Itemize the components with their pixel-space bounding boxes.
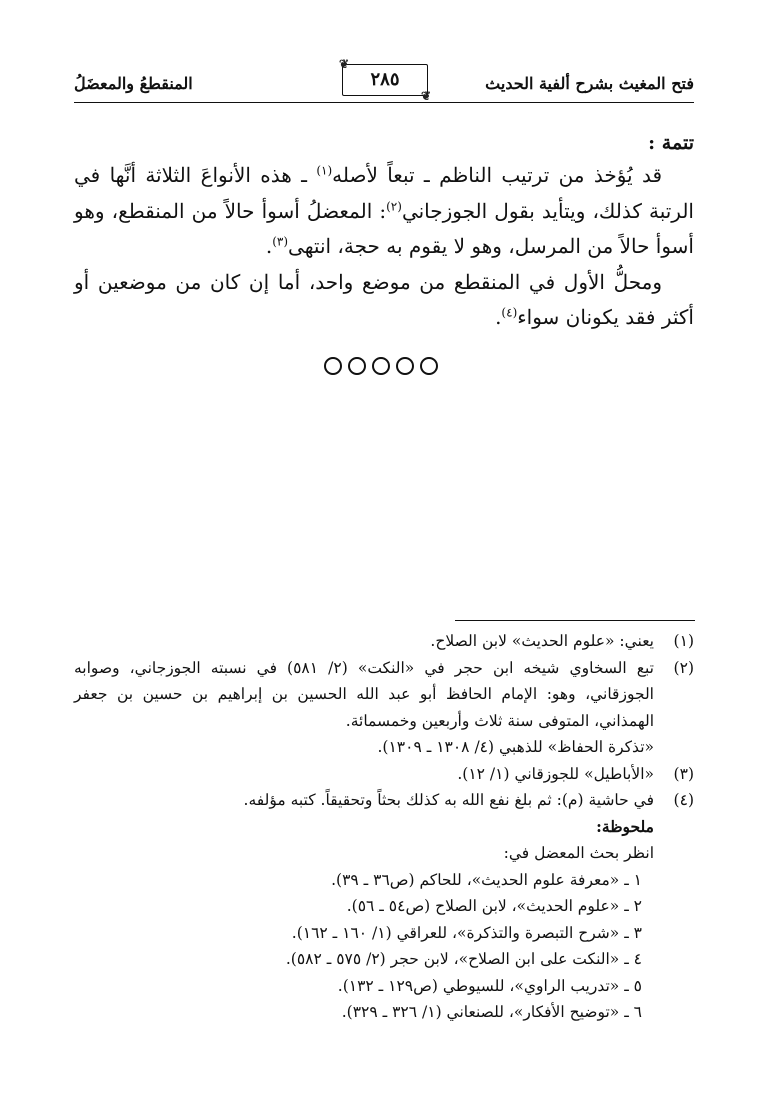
footnote-3 [74,761,694,788]
reference-item: ١ ـ «معرفة علوم الحديث»، للحاكم (ص٣٦ ـ ٣٩). [331,870,642,889]
footnote-number: (١) [673,632,694,650]
reference-item: ٤ ـ «النكت على ابن الصلاح»، لابن حجر (٢/ ٥٧٥ ـ ٥٨٢). [285,950,642,968]
paragraph-1 [74,158,694,265]
section-title: تتمة : [648,132,694,154]
footnote-1 [74,628,694,655]
footnote-text: «الأباطيل» للجوزقاني (١/ ١٢). [457,764,654,783]
footnote-ref-1: (١) [316,163,333,178]
footnote-4 [74,787,694,814]
footnote-text: في حاشية (م): ثم بلغ نفع الله به كذلك بحثاً وتحقيقاً. كتبه مؤلفه. [243,791,654,809]
circle-icon [420,357,438,375]
ornament-icon: ❦ [420,89,432,103]
ornament-icon: ❦ [338,57,350,71]
footnote-number: (٣) [673,764,694,783]
footnote-text: تبع السخاوي شيخه ابن حجر في «النكت» (٢/ ٥٨١) في نسبته الجوزجاني، وصوابه الجوزقاني، وهو: الإمام الحافظ أبو عبد الله الحسين بن إبراهيم بن حسين بن جعفر الهمذاني، المتوفى سنة ثلاث وأربعين وخمسمائة. [74,658,654,730]
reference-list [74,840,694,1026]
footnote-2-source: «تذكرة الحفاظ» للذهبي (٤/ ١٣٠٨ ـ ١٣٠٩). [377,738,654,756]
reference-item: ٢ ـ «علوم الحديث»، لابن الصلاح (ص٥٤ ـ ٥٦). [346,897,642,915]
running-header [74,57,694,103]
p2-text-a: ومحلُّ الأول في المنقطع من موضع واحد، أما إن كان من موضعين أو أكثر فقد يكونان سواء [74,269,694,329]
p1-text-a: قد يُؤخذ من ترتيب الناظم ـ تبعاً لأصله [332,163,663,187]
p1-text-b: ـ هذه الأنواعَ الثلاثة أنَّها في الرتبة كذلك، ويتأيد بقول الجوزجاني [74,163,694,223]
footnote-ref-3: (٣) [272,234,289,249]
circle-icon [324,357,342,375]
footnote-ref-2: (٢) [386,198,402,213]
main-text [74,128,694,336]
book-title: فتح المغيث بشرح ألفية الحديث [485,74,694,93]
footnotes [74,628,694,1026]
circle-icon [396,357,414,375]
page-number: ٢٨٥ [370,69,400,90]
footnote-2 [74,655,694,735]
circle-icon [372,357,390,375]
reference-item: ٣ ـ «شرح التبصرة والتذكرة»، للعراقي (١/ ١٦٠ ـ ١٦٢). [291,923,642,942]
reference-intro: انظر بحث المعضل في: [503,844,654,862]
footnote-number: (٤) [673,791,694,809]
note-heading: ملحوظة: [596,816,654,836]
paragraph-2 [74,265,694,336]
footnote-ref-4: (٤) [501,305,518,320]
circle-icon [348,357,366,375]
footnote-rule [455,620,695,621]
chapter-title: المنقطعُ والمعضَلُ [74,74,193,93]
p1-text-d: . [265,234,273,258]
footnote-text: يعني: «علوم الحديث» لابن الصلاح. [430,632,654,650]
reference-item: ٥ ـ «تدريب الراوي»، للسيوطي (ص١٢٩ ـ ١٣٢). [337,976,642,995]
p1-text-c: : المعضلُ أسوأ حالاً من المنقطع، وهو أسوأ حالاً من المرسل، وهو لا يقوم به حجة، انتهى [74,198,694,258]
footnote-number: (٢) [673,658,694,677]
reference-item: ٦ ـ «توضيح الأفكار»، للصنعاني (١/ ٣٢٦ ـ ٣٢٩). [341,1003,642,1021]
page-number-box [338,57,432,103]
section-end-ornament [0,357,762,379]
header-rule [74,102,694,103]
p2-text-b: . [495,305,502,329]
